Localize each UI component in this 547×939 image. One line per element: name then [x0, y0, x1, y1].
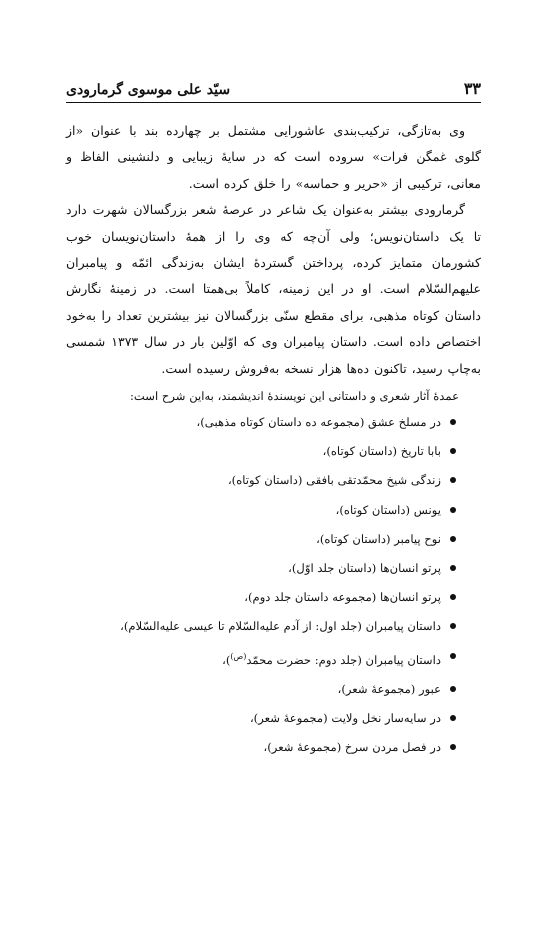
running-head-title: سیّد علی موسوی گرمارودی — [66, 82, 231, 98]
list-item: در مسلخ عشق (مجموعه ده داستان کوتاه مذهبی)، — [66, 408, 481, 437]
list-item: زندگی شیخ محمّدتقی بافقی (داستان کوتاه)، — [66, 466, 481, 495]
bullet-icon — [450, 448, 456, 454]
list-item: در سایه‌سار نخل ولایت (مجموعهٔ شعر)، — [66, 704, 481, 733]
page-number: ۳۳ — [463, 79, 481, 98]
list-item: پرتو انسان‌ها (مجموعه داستان جلد دوم)، — [66, 583, 481, 612]
paragraph-biography: گرمارودی بیشتر به‌عنوان یک شاعر در عرصهٔ شعر بزرگسالان شهرت دارد تا یک داستان‌نویس؛ ولی آن‌چه که وی را از همهٔ داستان‌نویسان خوب کشورمان متمایز کرده، پرداختن گستردهٔ ایشان به‌زندگی ائمّه و پیامبران علیهم‌السّلام است. او در این زمینه، کاملاً بی‌همتا است. در زمینهٔ نگارش داستان کوتاه مذهبی، برای مقطع سنّی بزرگسالان نیز بیشترین تعداد را به‌خود اختصاص داده است. داستان پیامبران وی که اوّلین بار در سال ۱۳۷۳ شمسی به‌چاپ رسید، تاکنون ده‌ها هزار نسخه به‌فروش رسیده است. — [66, 202, 481, 376]
list-item: بابا تاریخ (داستان کوتاه)، — [66, 437, 481, 466]
bullet-icon — [450, 653, 456, 659]
list-item: یونس (داستان کوتاه)، — [66, 496, 481, 525]
bullet-icon — [450, 507, 456, 513]
bullet-icon — [450, 715, 456, 721]
bullet-icon — [450, 536, 456, 542]
list-item: در فصل مردن سرخ (مجموعهٔ شعر)، — [66, 733, 481, 762]
paragraph-intro: وی به‌تازگی، ترکیب‌بندی عاشورایی مشتمل بر چهارده بند با عنوان «از گلوی غمگن فرات» سروده است که در سایهٔ زیبایی و دلنشینی الفاظ و معانی، ترکیبی از «حریر و حماسه» را خلق کرده است. — [66, 123, 481, 191]
honorific-superscript: (ص) — [230, 651, 247, 661]
bullet-icon — [450, 419, 456, 425]
bullet-icon — [450, 686, 456, 692]
bullet-icon — [450, 594, 456, 600]
bullet-icon — [450, 565, 456, 571]
bullet-icon — [450, 623, 456, 629]
list-item: داستان پیامبران (جلد دوم: حضرت محمّد$^{(ص)}$)، — [66, 642, 481, 675]
bullet-icon — [450, 744, 456, 750]
bullet-icon — [450, 477, 456, 483]
works-list — [66, 408, 481, 762]
running-head — [66, 70, 481, 103]
list-item: داستان پیامبران (جلد اول: از آدم علیه‌السّلام تا عیسی علیه‌السّلام)، — [66, 612, 481, 641]
list-item: عبور (مجموعهٔ شعر)، — [66, 675, 481, 704]
list-item: پرتو انسان‌ها (داستان جلد اوّل)، — [66, 554, 481, 583]
works-intro: عمدهٔ آثار شعری و داستانی این نویسندهٔ اندیشمند، به‌این شرح است: — [130, 389, 459, 404]
page-body — [66, 118, 481, 762]
list-item: نوح پیامبر (داستان کوتاه)، — [66, 525, 481, 554]
